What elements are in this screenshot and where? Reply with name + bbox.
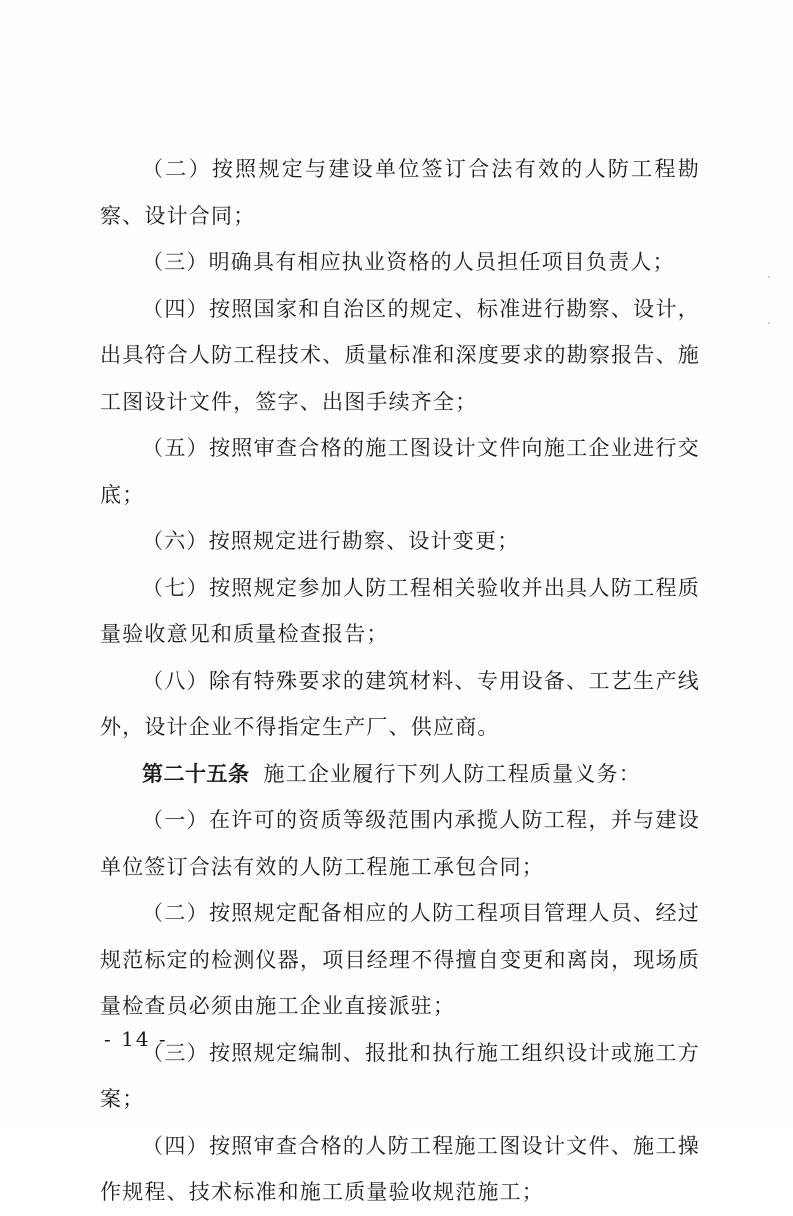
article-25 xyxy=(100,751,700,798)
article-text: 施工企业履行下列人防工程质量义务： xyxy=(263,761,641,786)
paragraph-item-3: （三）明确具有相应执业资格的人员担任项目负责人； xyxy=(142,250,675,274)
paragraph-item-8: （八）除有特殊要求的建筑材料、专用设备、工艺生产线外，设计企业不得指定生产厂、供应商。 xyxy=(100,668,700,739)
article-heading: 第二十五条 xyxy=(142,761,250,786)
paragraph-item-2: （二）按照规定与建设单位签订合法有效的人防工程勘察、设计合同； xyxy=(100,157,700,228)
document-body xyxy=(100,146,700,1216)
paragraph-item-6: （六）按照规定进行勘察、设计变更； xyxy=(142,529,520,553)
page-number: - 14 - xyxy=(104,1027,168,1051)
scan-speck xyxy=(768,276,770,278)
construction-item-1: （一）在许可的资质等级范围内承揽人防工程，并与建设单位签订合法有效的人防工程施工承包合同； xyxy=(100,808,700,879)
scan-speck xyxy=(768,322,770,324)
paragraph-item-7: （七）按照规定参加人防工程相关验收并出具人防工程质量验收意见和质量检查报告； xyxy=(100,575,700,646)
paragraph-item-5: （五）按照审查合格的施工图设计文件向施工企业进行交底； xyxy=(100,436,700,507)
construction-item-4: （四）按照审查合格的人防工程施工图设计文件、施工操作规程、技术标准和施工质量验收规范施工； xyxy=(100,1133,700,1204)
construction-item-3: （三）按照规定编制、报批和执行施工组织设计或施工方案； xyxy=(100,1040,700,1111)
paragraph-item-4: （四）按照国家和自治区的规定、标准进行勘察、设计，出具符合人防工程技术、质量标准和深度要求的勘察报告、施工图设计文件，签字、出图手续齐全； xyxy=(100,296,700,414)
construction-item-2: （二）按照规定配备相应的人防工程项目管理人员、经过规范标定的检测仪器，项目经理不得擅自变更和离岗，现场质量检查员必须由施工企业直接派驻； xyxy=(100,901,700,1018)
